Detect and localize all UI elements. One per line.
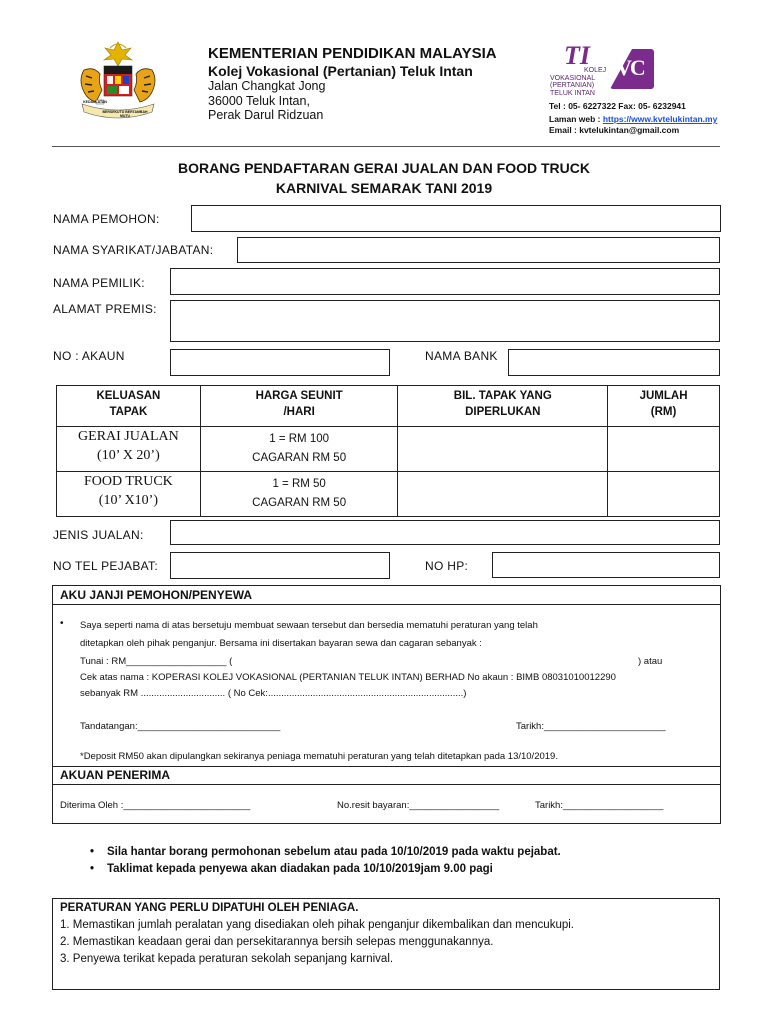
table-row: [57, 472, 720, 517]
aku-janji-header-divider: [53, 604, 720, 605]
rule-item: 2. Memastikan keadaan gerai dan persekitarannya bersih selepas menggunakannya.: [60, 936, 494, 948]
col-header-jumlah: JUMLAH (RM): [608, 386, 720, 427]
tunai-line: Tunai : RM___________________ (: [80, 656, 233, 667]
rules-section: [52, 898, 720, 990]
nama-pemohon-input[interactable]: [191, 205, 721, 232]
jumlah-input-cell[interactable]: [608, 427, 720, 472]
note-briefing: Taklimat kepada penyewa akan diadakan pada 10/10/2019jam 9.00 pagi: [107, 863, 493, 875]
deposit-note: *Deposit RM50 akan dipulangkan sekiranya peniaga mematuhi peraturan yang telah ditetapkan pada 13/10/2019.: [80, 751, 558, 762]
kvti-logo-line: (PERTANIAN): [550, 82, 595, 89]
nama-bank-input[interactable]: [508, 349, 720, 376]
tarikh-field[interactable]: Tarikh:_______________________: [516, 721, 666, 732]
label-jenis-jualan: JENIS JUALAN:: [53, 528, 144, 542]
college-name: Kolej Vokasional (Pertanian) Teluk Intan: [208, 63, 473, 79]
no-tel-pejabat-input[interactable]: [170, 552, 390, 579]
website-link[interactable]: https://www.kvtelukintan.my: [602, 114, 718, 124]
kvti-logo: [550, 41, 656, 97]
label-nama-bank: NAMA BANK: [425, 349, 498, 363]
no-resit-field[interactable]: No.resit bayaran:_________________: [337, 800, 500, 811]
address-line-3: Perak Darul Ridzuan: [208, 108, 324, 122]
jenis-jualan-input[interactable]: [170, 520, 720, 545]
label-nama-pemohon: NAMA PEMOHON:: [53, 212, 160, 226]
contact-email: Email : kvtelukintan@gmail.com: [549, 125, 680, 135]
crest-motto: BERSEKUTU BERTAMBAH MUTU: [102, 110, 148, 118]
ministry-name: KEMENTERIAN PENDIDIKAN MALAYSIA: [208, 45, 497, 62]
nama-syarikat-input[interactable]: [237, 237, 720, 263]
kvti-logo-line: VOKASIONAL: [550, 74, 596, 82]
contact-tel-fax: Tel : 05- 6227322 Fax: 05- 6232941: [549, 101, 686, 111]
note-deadline: Sila hantar borang permohonan sebelum atau pada 10/10/2019 pada waktu pejabat.: [107, 846, 561, 858]
rules-heading: PERATURAN YANG PERLU DIPATUHI OLEH PENIAGA.: [60, 902, 359, 914]
stall-type-cell: GERAI JUALAN (10’ X 20’): [57, 427, 201, 472]
diterima-oleh-field[interactable]: Diterima Oleh :________________________: [60, 800, 251, 811]
fees-table: [56, 385, 720, 517]
label-no-tel-pejabat: NO TEL PEJABAT:: [53, 559, 158, 573]
akuan-header-divider-bottom: [53, 784, 720, 785]
bullet: •: [60, 618, 64, 629]
pledge-line-2: ditetapkan oleh pihak penganjur. Bersama ini disertakan bayaran sewa dan cagaran sebanyak :: [80, 638, 482, 649]
table-row: [57, 427, 720, 472]
contact-web: [549, 114, 717, 124]
rule-item: 1. Memastikan jumlah peralatan yang disediakan oleh pihak penganjur dikembalikan dan mencukupi.: [60, 919, 574, 931]
kvti-logo-line: KOLEJ: [584, 67, 607, 74]
no-akaun-input[interactable]: [170, 349, 390, 376]
col-header-keluasan: KELUASAN TAPAK: [57, 386, 201, 427]
akuan-header-divider-top: [53, 766, 720, 767]
label-nama-pemilik: NAMA PEMILIK:: [53, 276, 145, 290]
nama-pemilik-input[interactable]: [170, 268, 720, 295]
note-bullet: •: [90, 846, 95, 858]
stall-type-cell: FOOD TRUCK (10’ X10’): [57, 472, 201, 517]
price-cell: 1 = RM 100 CAGARAN RM 50: [200, 427, 398, 472]
sebanyak-line: sebanyak RM ................................ ( No Cek:..........................................................................): [80, 688, 467, 699]
alamat-premis-input[interactable]: [170, 300, 720, 342]
label-alamat-premis: ALAMAT PREMIS:: [53, 302, 157, 316]
price-cell: 1 = RM 50 CAGARAN RM 50: [200, 472, 398, 517]
label-no-hp: NO HP:: [425, 559, 469, 573]
kvti-logo-mark: [610, 49, 654, 89]
jumlah-input-cell[interactable]: [608, 472, 720, 517]
bil-tapak-input-cell[interactable]: [398, 472, 608, 517]
pledge-line-1: Saya seperti nama di atas bersetuju membuat sewaan tersebut dan bersedia mematuhi peraturan yang telah: [80, 620, 538, 631]
akuan-tarikh-field[interactable]: Tarikh:___________________: [535, 800, 664, 811]
col-header-harga: HARGA SEUNIT /HARI: [200, 386, 398, 427]
crest-banner-text: KEDAULATAN: [83, 100, 107, 104]
tandatangan-field[interactable]: Tandatangan:___________________________: [80, 721, 281, 732]
aku-janji-section: [52, 585, 721, 824]
label-no-akaun: NO : AKAUN: [53, 349, 125, 363]
cek-line: Cek atas nama : KOPERASI KOLEJ VOKASIONAL (PERTANIAN TELUK INTAN) BERHAD No akaun : BIMB 08031010012290: [80, 672, 616, 683]
kvti-logo-letters: TI: [564, 41, 590, 70]
form-title-line2: KARNIVAL SEMARAK TANI 2019: [275, 180, 493, 196]
address-line-2: 36000 Teluk Intan,: [208, 94, 310, 108]
aku-janji-heading: AKU JANJI PEMOHON/PENYEWA: [60, 588, 253, 602]
kvti-logo-mark-text: VC: [616, 55, 644, 80]
note-bullet: •: [90, 863, 95, 875]
kvti-logo-line: TELUK INTAN: [550, 89, 595, 97]
akuan-penerima-heading: AKUAN PENERIMA: [60, 768, 171, 782]
table-header-row: [57, 386, 720, 427]
contact-web-label: Laman web :: [549, 114, 603, 124]
form-title-line1: BORANG PENDAFTARAN GERAI JUALAN DAN FOOD TRUCK: [178, 160, 590, 176]
col-header-bil-tapak: BIL. TAPAK YANG DIPERLUKAN: [398, 386, 608, 427]
bil-tapak-input-cell[interactable]: [398, 427, 608, 472]
tunai-line-end: ) atau: [638, 656, 663, 667]
address-line-1: Jalan Changkat Jong: [208, 79, 326, 93]
header-divider: [52, 146, 720, 147]
label-nama-syarikat: NAMA SYARIKAT/JABATAN:: [53, 243, 214, 257]
no-hp-input[interactable]: [492, 552, 720, 578]
rule-item: 3. Penyewa terikat kepada peraturan sekolah sepanjang karnival.: [60, 953, 394, 965]
